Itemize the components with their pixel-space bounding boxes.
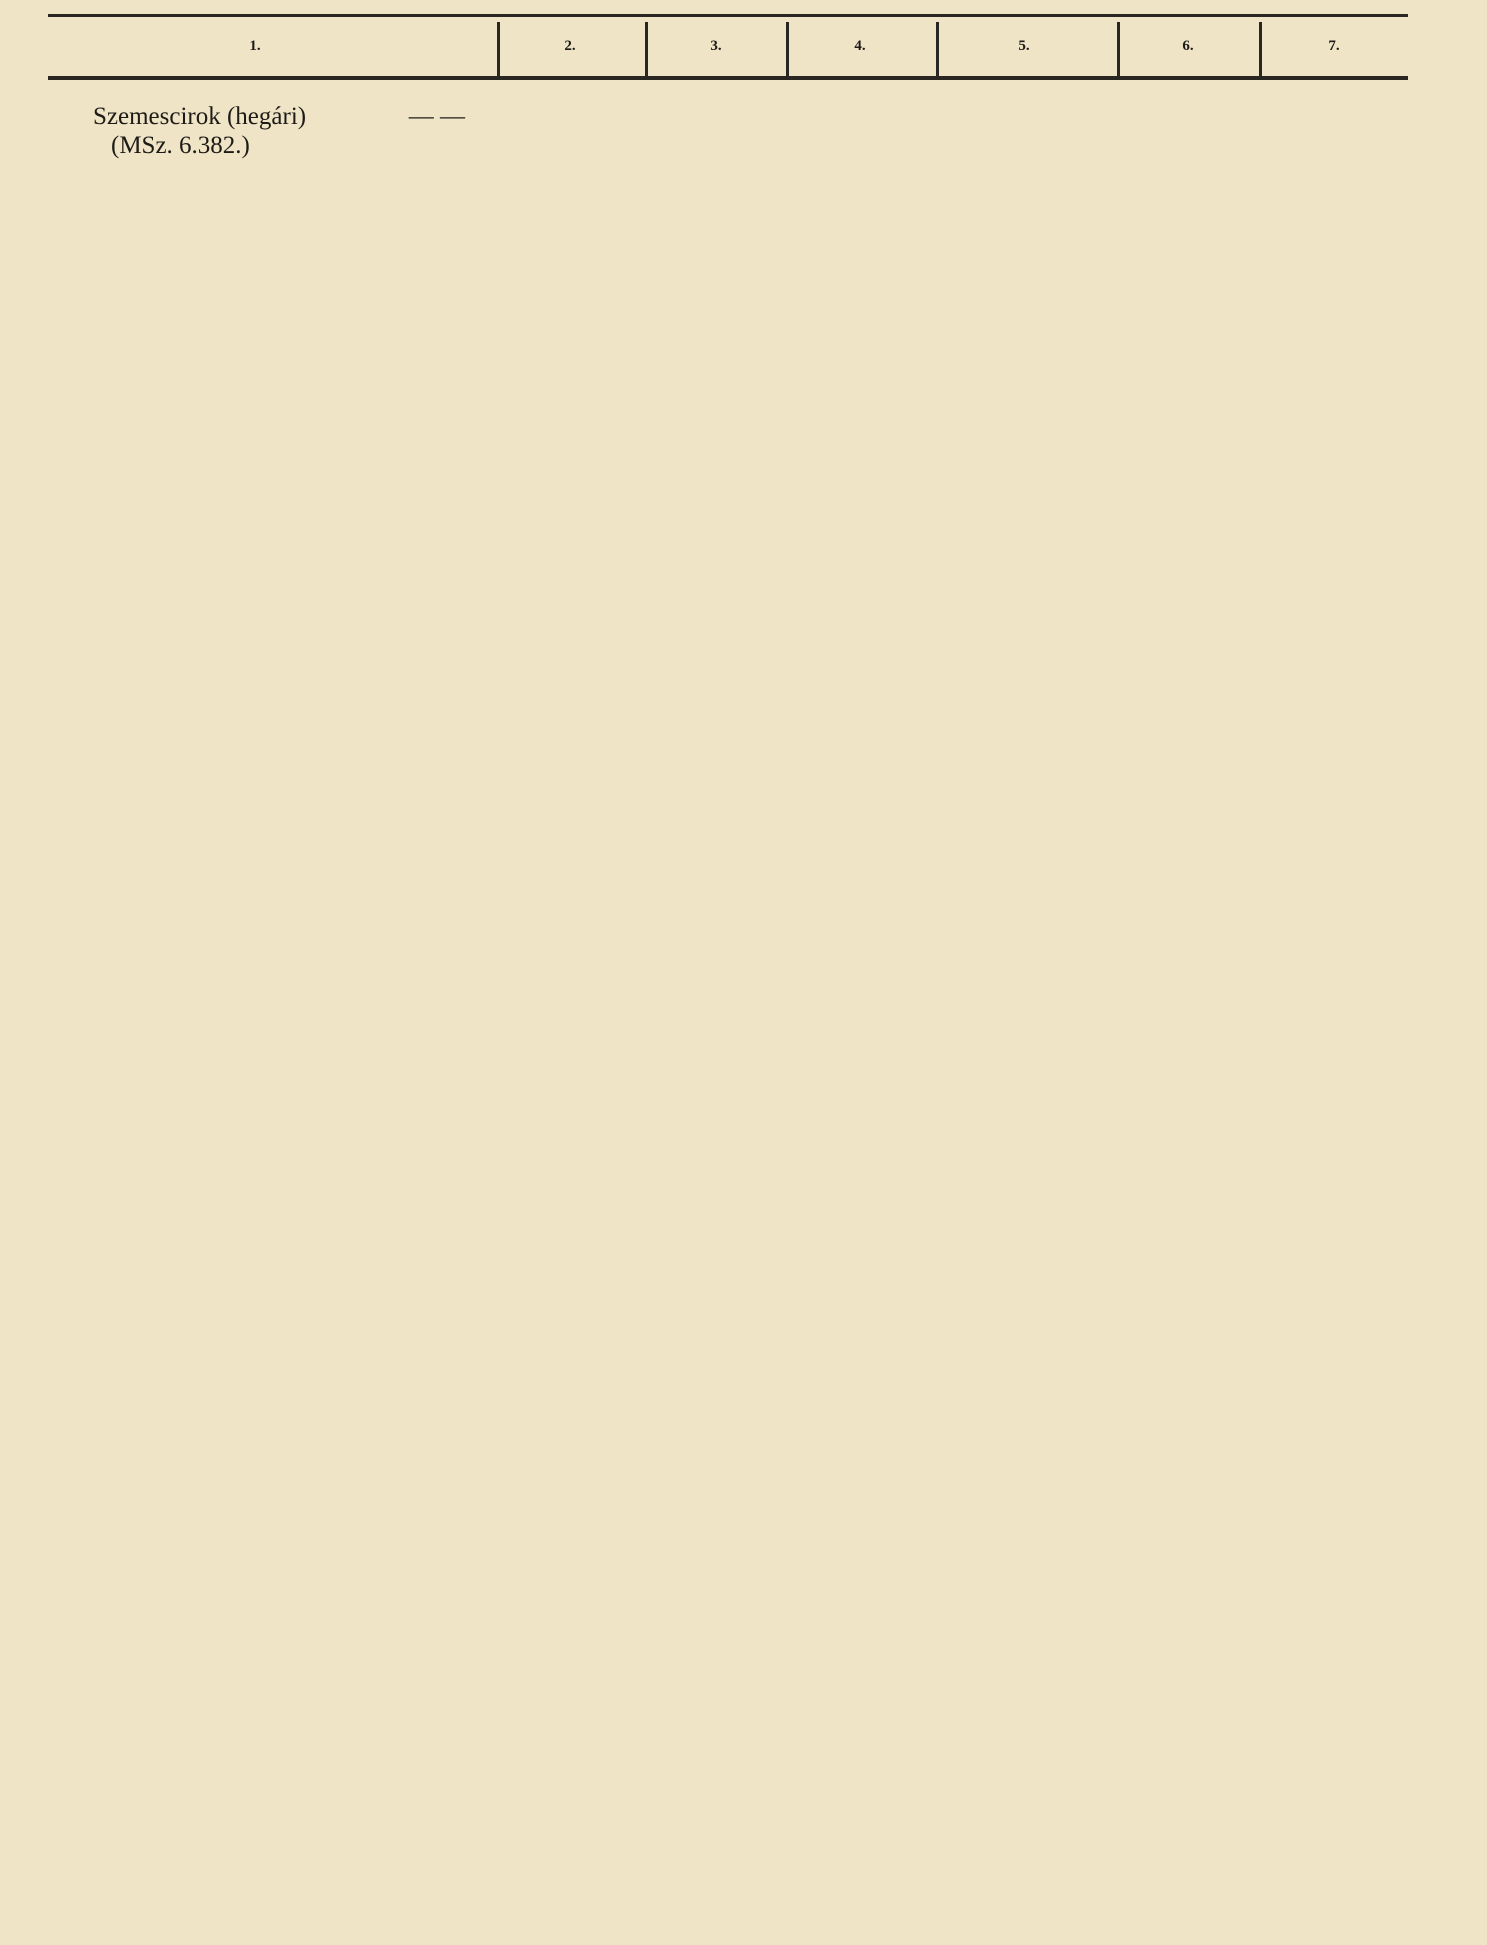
column-divider bbox=[786, 22, 789, 76]
column-divider bbox=[1117, 22, 1120, 76]
column-number: 3. bbox=[710, 38, 722, 54]
column-divider bbox=[645, 22, 648, 76]
column-divider bbox=[497, 22, 500, 76]
table-header bbox=[48, 14, 1408, 80]
column-divider bbox=[1259, 22, 1262, 76]
column-divider bbox=[936, 22, 939, 76]
header-bottom-rule bbox=[48, 76, 1408, 80]
column-number: 4. bbox=[854, 38, 866, 54]
column-number: 5. bbox=[1018, 38, 1030, 54]
column-number: 7. bbox=[1328, 38, 1340, 54]
crop-name: Szemescirok (hegári) bbox=[93, 103, 307, 130]
column-number: 1. bbox=[249, 38, 261, 54]
leader-dashes: — — bbox=[408, 103, 465, 130]
header-top-rule bbox=[48, 14, 1408, 17]
standard-code: (MSz. 6.382.) bbox=[111, 132, 250, 159]
column-number: 2. bbox=[564, 38, 576, 54]
column-number: 6. bbox=[1182, 38, 1194, 54]
